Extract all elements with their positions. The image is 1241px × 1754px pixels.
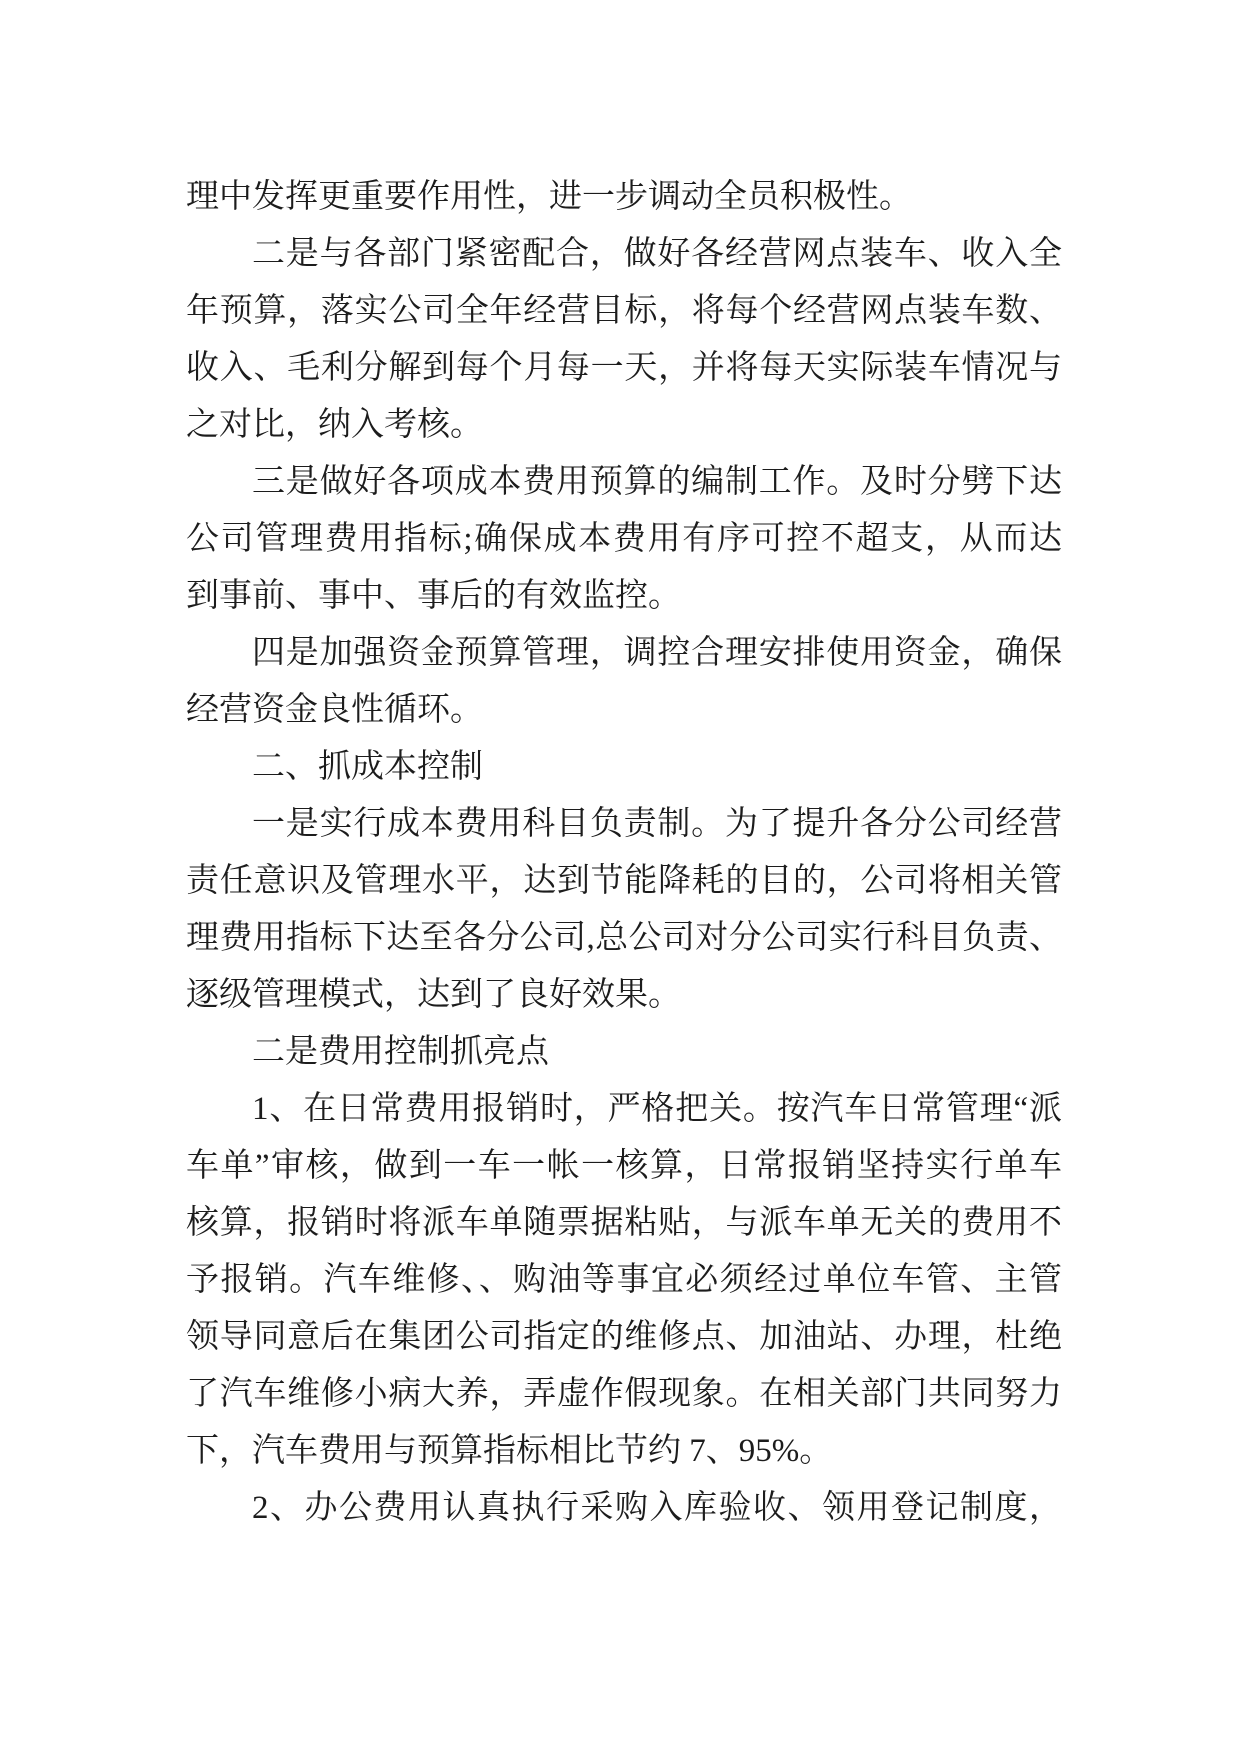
text-line: 一是实行成本费用科目负责制。为了提升各分公司经营 [252, 806, 1062, 842]
text-line: 理费用指标下达至各分公司,总公司对分公司实行科目负责、 [186, 920, 1062, 956]
text-line: 到事前、事中、事后的有效监控。 [186, 578, 681, 614]
text-line: 逐级管理模式，达到了良好效果。 [186, 977, 681, 1013]
text-line: 领导同意后在集团公司指定的维修点、加油站、办理，杜绝 [186, 1319, 1062, 1355]
text-line: 车单”审核，做到一车一帐一核算，日常报销坚持实行单车 [186, 1148, 1062, 1184]
text-line: 下，汽车费用与预算指标相比节约 7、95%。 [186, 1433, 833, 1469]
text-line: 核算，报销时将派车单随票据粘贴，与派车单无关的费用不 [186, 1205, 1062, 1241]
text-line: 收入、毛利分解到每个月每一天，并将每天实际装车情况与 [186, 350, 1062, 386]
text-line: 二、抓成本控制 [252, 749, 483, 785]
text-line: 三是做好各项成本费用预算的编制工作。及时分劈下达 [252, 464, 1062, 500]
text-line: 经营资金良性循环。 [186, 692, 483, 728]
text-line: 之对比，纳入考核。 [186, 407, 483, 443]
text-line: 予报销。汽车维修、、购油等事宜必须经过单位车管、主管 [186, 1262, 1062, 1298]
text-line: 二是费用控制抓亮点 [252, 1034, 549, 1070]
text-line: 四是加强资金预算管理，调控合理安排使用资金，确保 [252, 635, 1062, 671]
text-line: 理中发挥更重要作用性，进一步调动全员积极性。 [186, 179, 912, 215]
text-line: 年预算，落实公司全年经营目标，将每个经营网点装车数、 [186, 293, 1062, 329]
text-line: 公司管理费用指标;确保成本费用有序可控不超支，从而达 [186, 521, 1062, 557]
text-line: 1、在日常费用报销时，严格把关。按汽车日常管理“派 [252, 1091, 1062, 1127]
text-line: 责任意识及管理水平，达到节能降耗的目的，公司将相关管 [186, 863, 1062, 899]
text-line: 了汽车维修小病大养，弄虚作假现象。在相关部门共同努力 [186, 1376, 1062, 1412]
text-line: 2、办公费用认真执行采购入库验收、领用登记制度， [252, 1490, 1062, 1526]
text-line: 二是与各部门紧密配合，做好各经营网点装车、收入全 [252, 236, 1062, 272]
text-block [186, 169, 1062, 1537]
